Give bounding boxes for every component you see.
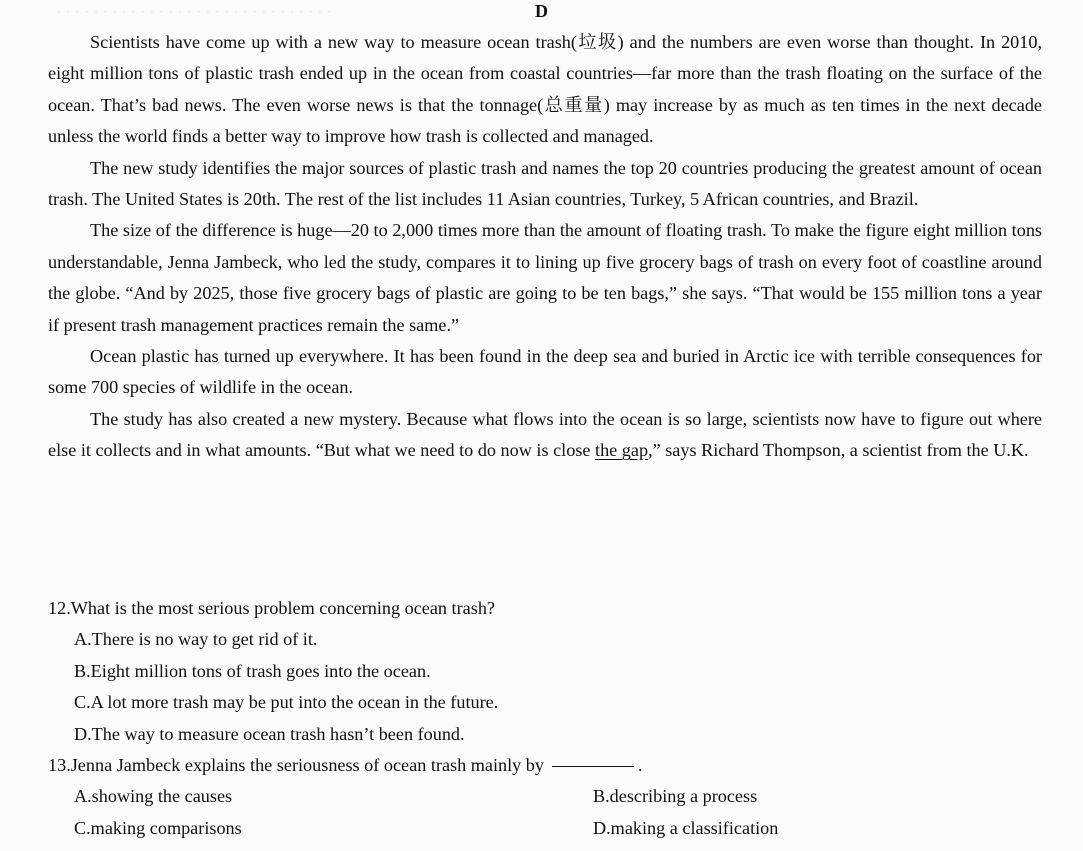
question-13-option-b: B.describing a process xyxy=(593,786,758,807)
question-13-option-d: D.making a classification xyxy=(593,817,779,838)
paragraph-4: Ocean plastic has turned up everywhere. It has been found in the deep sea and buried in Arctic ice with terrible consequences for some 700 species of wildlife in the ocean. xyxy=(48,346,1042,398)
question-12 xyxy=(48,593,1042,750)
question-12-stem: 12.What is the most serious problem concerning ocean trash? xyxy=(48,598,495,618)
question-13-option-c: C.making comparisons xyxy=(74,817,242,838)
section-title: D xyxy=(535,1,548,21)
paragraph-2: The new study identifies the major sources of plastic trash and names the top 20 countries producing the greatest amount of ocean trash. The United States is 20th. The rest of the list includes 11 Asian countries, Turkey, 5 African countries, and Brazil. xyxy=(48,157,1042,210)
reading-passage xyxy=(48,27,1042,467)
question-12-option-a: A.There is no way to get rid of it. xyxy=(74,629,318,650)
faint-background-text: · · · · · · · · · · · · · · · · · · · · · · · · · · · · · · xyxy=(56,4,332,21)
question-12-option-d: D.The way to measure ocean trash hasn’t been found. xyxy=(74,723,465,744)
paragraph-1: Scientists have come up with a new way to measure ocean trash(垃圾) and the numbers are even worse than thought. In 2010, eight million tons of plastic trash ended up in the ocean from coastal countries—far more than the trash floating on the surface of the ocean. That’s bad news. The even worse news is that the tonnage(总重量) may increase by as much as ten times in the next decade unless the world finds a better way to improve how trash is collected and managed. xyxy=(48,32,1042,147)
question-12-option-c: C.A lot more trash may be put into the ocean in the future. xyxy=(74,692,499,713)
question-13-stem-end: . xyxy=(637,755,643,775)
underlined-phrase: the gap xyxy=(595,440,649,461)
answer-blank xyxy=(552,765,634,767)
paragraph-5-before: The study has also created a new mystery. Because what flows into the ocean is so large, scientists now have to figure out where else it collects and in what amounts. “But what we need to do now is close xyxy=(48,408,1042,461)
question-13-stem-text: 13.Jenna Jambeck explains the seriousness of ocean trash mainly by xyxy=(48,755,544,775)
question-13-stem xyxy=(48,750,1042,781)
paragraph-3: The size of the difference is huge—20 to 2,000 times more than the amount of floating trash. To make the figure eight million tons understandable, Jenna Jambeck, who led the study, compares it to lining up five grocery bags of trash on every foot of coastline around the globe. “And by 2025, those five grocery bags of plastic are going to be ten bags,” she says. “That would be 155 million tons a year if present trash management practices remain the same.” xyxy=(48,220,1042,335)
paragraph-5 xyxy=(48,404,1042,467)
paragraph-5-after: ,” says Richard Thompson, a scientist from the U.K. xyxy=(648,440,1029,461)
question-13 xyxy=(48,750,1042,844)
question-13-option-a: A.showing the causes xyxy=(74,786,233,807)
question-13-options xyxy=(74,781,1042,844)
question-12-option-b: B.Eight million tons of trash goes into the ocean. xyxy=(74,660,431,681)
